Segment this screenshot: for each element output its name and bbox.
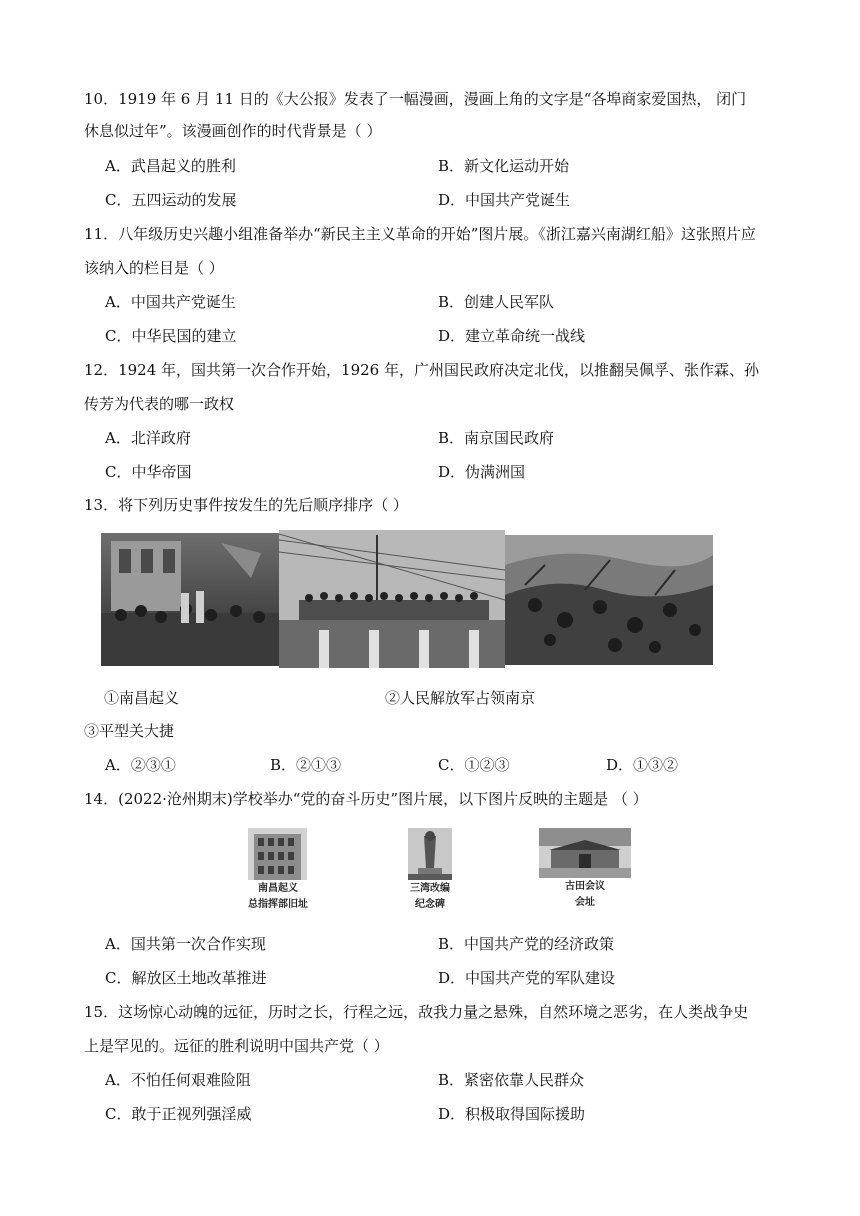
q11-option-d[interactable]: D．建立革命统一战线 (438, 327, 586, 345)
q14-option-d[interactable]: D．中国共产党的军队建设 (438, 969, 616, 987)
q14-img3-caption-line2: 会址 (575, 897, 595, 908)
q14-img2-caption-line1: 三湾改编 (410, 883, 450, 894)
q10-stem-line2: 休息似过年”。该漫画创作的时代背景是（ ） (84, 122, 382, 140)
q14-option-b[interactable]: B．中国共产党的经济政策 (438, 935, 615, 953)
q10-option-d[interactable]: D．中国共产党诞生 (438, 191, 571, 209)
q14-img1-caption-line1: 南昌起义 (258, 883, 298, 894)
q13-stem: 13．将下列历史事件按发生的先后顺序排序（ ） (84, 496, 408, 514)
q14-img3-caption-line1: 古田会议 (565, 881, 605, 892)
q15-option-c[interactable]: C．敢于正视列强淫威 (105, 1105, 252, 1123)
nanchang-headquarters-photo (248, 828, 307, 880)
q11-option-a[interactable]: A．中国共产党诞生 (105, 293, 236, 311)
q12-option-a[interactable]: A．北洋政府 (105, 429, 191, 447)
q12-option-b[interactable]: B．南京国民政府 (438, 429, 555, 447)
q15-option-b[interactable]: B．紧密依靠人民群众 (438, 1071, 585, 1089)
q13-option-a[interactable]: A．②③① (105, 756, 176, 774)
q13-option-c[interactable]: C．①②③ (438, 756, 510, 774)
q11-stem-line2: 该纳入的栏目是（ ） (84, 259, 224, 277)
q13-option-d[interactable]: D．①③② (606, 756, 679, 774)
q13-caption-3: ③平型关大捷 (84, 722, 175, 740)
nanchang-uprising-photo (101, 533, 279, 666)
q10-option-c[interactable]: C．五四运动的发展 (105, 191, 237, 209)
q11-option-b[interactable]: B．创建人民军队 (438, 293, 555, 311)
q12-option-d[interactable]: D．伪满洲国 (438, 463, 526, 481)
q15-option-a[interactable]: A．不怕任何艰难险阻 (105, 1071, 251, 1089)
q10-option-a[interactable]: A．武昌起义的胜利 (105, 157, 236, 175)
q15-stem-line2: 上是罕见的。远征的胜利说明中国共产党（ ） (84, 1037, 389, 1055)
q10-option-b[interactable]: B．新文化运动开始 (438, 157, 570, 175)
q14-img2-caption-line2: 纪念碑 (415, 899, 445, 910)
pingxingguan-victory-painting (505, 535, 713, 665)
q12-stem-line2: 传芳为代表的哪一政权 (84, 395, 235, 413)
q12-option-c[interactable]: C．中华帝国 (105, 463, 192, 481)
sanwan-monument-photo (408, 828, 452, 880)
q11-stem-line1: 11．八年级历史兴趣小组准备举办“新民主主义革命的开始”图片展。《浙江嘉兴南湖红船》这张照片应 (84, 225, 756, 243)
q14-stem: 14．(2022·沧州期末)学校举办“党的奋斗历史”图片展，以下图片反映的主题是 （ ） (84, 790, 648, 808)
q15-stem-line1: 15．这场惊心动魄的远征，历时之长，行程之远，敌我力量之悬殊，自然环境之恶劣，在人类战争史 (84, 1003, 749, 1021)
gutian-meeting-site-photo (539, 828, 631, 878)
q11-option-c[interactable]: C．中华民国的建立 (105, 327, 237, 345)
q13-caption-1: ①南昌起义 (104, 689, 180, 707)
q14-option-a[interactable]: A．国共第一次合作实现 (105, 935, 266, 953)
q10-stem-line1: 10．1919 年 6 月 11 日的《大公报》发表了一幅漫画，漫画上角的文字是“各埠商家爱国热， 闭门 (84, 90, 747, 108)
q15-option-d[interactable]: D．积极取得国际援助 (438, 1105, 586, 1123)
q12-stem-line1: 12．1924 年，国共第一次合作开始，1926 年，广州国民政府决定北伐，以推翻吴佩孚、张作霖、孙 (84, 361, 759, 379)
q13-caption-2: ②人民解放军占领南京 (385, 689, 536, 707)
pla-occupies-nanjing-photo (279, 530, 505, 668)
q14-option-c[interactable]: C．解放区土地改革推进 (105, 969, 267, 987)
q13-option-b[interactable]: B．②①③ (270, 756, 342, 774)
q14-img1-caption-line2: 总指挥部旧址 (248, 899, 308, 910)
